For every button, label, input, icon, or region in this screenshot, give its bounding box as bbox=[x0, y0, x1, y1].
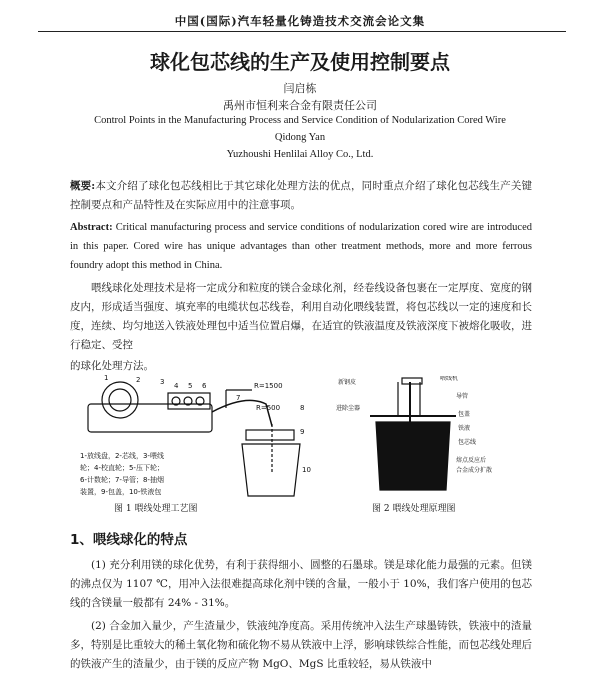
fig1-label-4: 4 bbox=[174, 382, 179, 390]
fig1-dim-r1500: R=1500 bbox=[254, 382, 283, 390]
paragraph-1: (1) 充分利用镁的球化优势，有利于获得细小、圆整的石墨球。镁是球化能力最强的元素。但镁的沸点仅为 1107 ℃，用冲入法很难提高球化剂中镁的含量，一般小于 10%，我们客户使用的包芯线的含镁量一般都有 24% - 31%。 bbox=[70, 559, 532, 609]
fig2-label-cover: 包盖 bbox=[458, 411, 471, 418]
title-en: Control Points in the Manufacturing Process and Service Condition of Nodularization Cored Wire bbox=[94, 115, 506, 126]
figure-1-diagram bbox=[76, 374, 320, 512]
paper-title: 球化包芯线的生产及使用控制要点 bbox=[150, 50, 450, 74]
figure-2-caption: 图 2 喂线处理原理图 bbox=[372, 504, 456, 514]
fig1-label-5: 5 bbox=[188, 382, 193, 390]
figure-2-diagram bbox=[336, 376, 536, 496]
paragraph-2: (2) 合金加入量少，产生渣量少，铁液纯净度高。采用传统冲入法生产球墨铸铁，铁液中的渣量多，特别是比重较大的稀土氧化物和硫化物不易从铁液中上浮，影响球铁综合性能，而包芯线处理后的铁液产生的渣量少，由于镁的反应产物 MgO、MgS 比重较轻，易从铁液中 bbox=[70, 620, 532, 670]
molten-iron-ladle bbox=[376, 422, 450, 490]
abstract-en bbox=[70, 218, 532, 275]
abstract-cn bbox=[70, 177, 532, 215]
fig1-dim-r500: R=500 bbox=[256, 404, 281, 412]
fig2-label-diffusion: 合金成分扩散 bbox=[456, 467, 493, 474]
fig2-label-iron: 铁液 bbox=[458, 425, 471, 432]
iron-ladle bbox=[242, 444, 300, 496]
fig1-label-7: 7 bbox=[236, 394, 241, 402]
fig1-label-6: 6 bbox=[202, 382, 207, 390]
fig2-label-wire: 包芯线 bbox=[458, 439, 477, 446]
fig1-label-8: 8 bbox=[300, 404, 305, 412]
author-en: Qidong Yan bbox=[274, 132, 326, 143]
affiliation-en: Yuzhoushi Henlilai Alloy Co., Ltd. bbox=[226, 149, 374, 160]
fig2-label-tube: 导管 bbox=[456, 393, 469, 400]
fig2-label-new-steel: 新钢皮 bbox=[338, 379, 357, 386]
ladle-cover bbox=[246, 430, 294, 440]
abstract-cn-text: 本文介绍了球化包芯线相比于其它球化处理方法的优点，同时重点介绍了球化包芯线生产关键控制要点和产品特性及在实际应用中的注意事项。 bbox=[70, 180, 532, 211]
fig2-label-dust: 进除尘器 bbox=[336, 405, 361, 412]
intro-paragraph: 喂线球化处理技术是将一定成分和粒度的镁合金球化剂，经卷线设备包裹在一定厚度、宽度的钢皮内，形成适当强度、填充率的电缆状包芯线卷，利用自动化喂线装置，将包芯线以一定的速度和长度，连续、均匀地送入铁液处理包中适当位置启爆，在适宜的铁液温度及铁液深度下被熔化吸收，进行稳定、受控 bbox=[70, 282, 532, 351]
fig1-label-3: 3 bbox=[160, 378, 165, 386]
fig1-legend-3: 6-计数轮；7-导管；8-抽烟 bbox=[80, 476, 164, 484]
fig1-legend-4: 装置，9-包盖，10-铁液包 bbox=[80, 488, 162, 496]
fig1-label-10: 10 bbox=[302, 466, 311, 474]
running-head: 中国(国际)汽车轻量化铸造技术交流会论文集 bbox=[174, 14, 426, 28]
fig1-legend-1: 1-放线盘，2-芯线，3-喂线 bbox=[80, 452, 164, 460]
abstract-en-label: Abstract: bbox=[70, 222, 113, 233]
fig2-label-feeder: 喂线机 bbox=[440, 376, 459, 382]
figure-1-caption: 图 1 喂线处理工艺图 bbox=[114, 504, 198, 514]
section-1-heading: 1、喂线球化的特点 bbox=[70, 532, 188, 548]
fig1-label-2: 2 bbox=[136, 376, 141, 384]
pay-off-reel bbox=[102, 382, 138, 418]
fig1-legend-2: 轮；4-校直轮；5-压下轮； bbox=[80, 464, 164, 472]
author-cn: 闫启栋 bbox=[283, 82, 317, 95]
header-rule bbox=[38, 31, 566, 32]
feeder-machine-box bbox=[88, 404, 212, 432]
affiliation-cn: 禹州市恒利来合金有限责任公司 bbox=[223, 99, 377, 112]
intro-tail: 的球化处理方法。 bbox=[70, 360, 154, 372]
abstract-en-text: Critical manufacturing process and service conditions of nodularization cored wire are introduced in this paper. Cored wire has unique advantages than other treatment methods, more and more ferrous foundry adopt this method in China. bbox=[70, 222, 532, 271]
fig2-label-reaction: 熔点反应后 bbox=[456, 457, 487, 464]
fig1-label-9: 9 bbox=[300, 428, 305, 436]
fig1-label-1: 1 bbox=[104, 374, 109, 382]
abstract-cn-label: 概要: bbox=[70, 180, 96, 192]
